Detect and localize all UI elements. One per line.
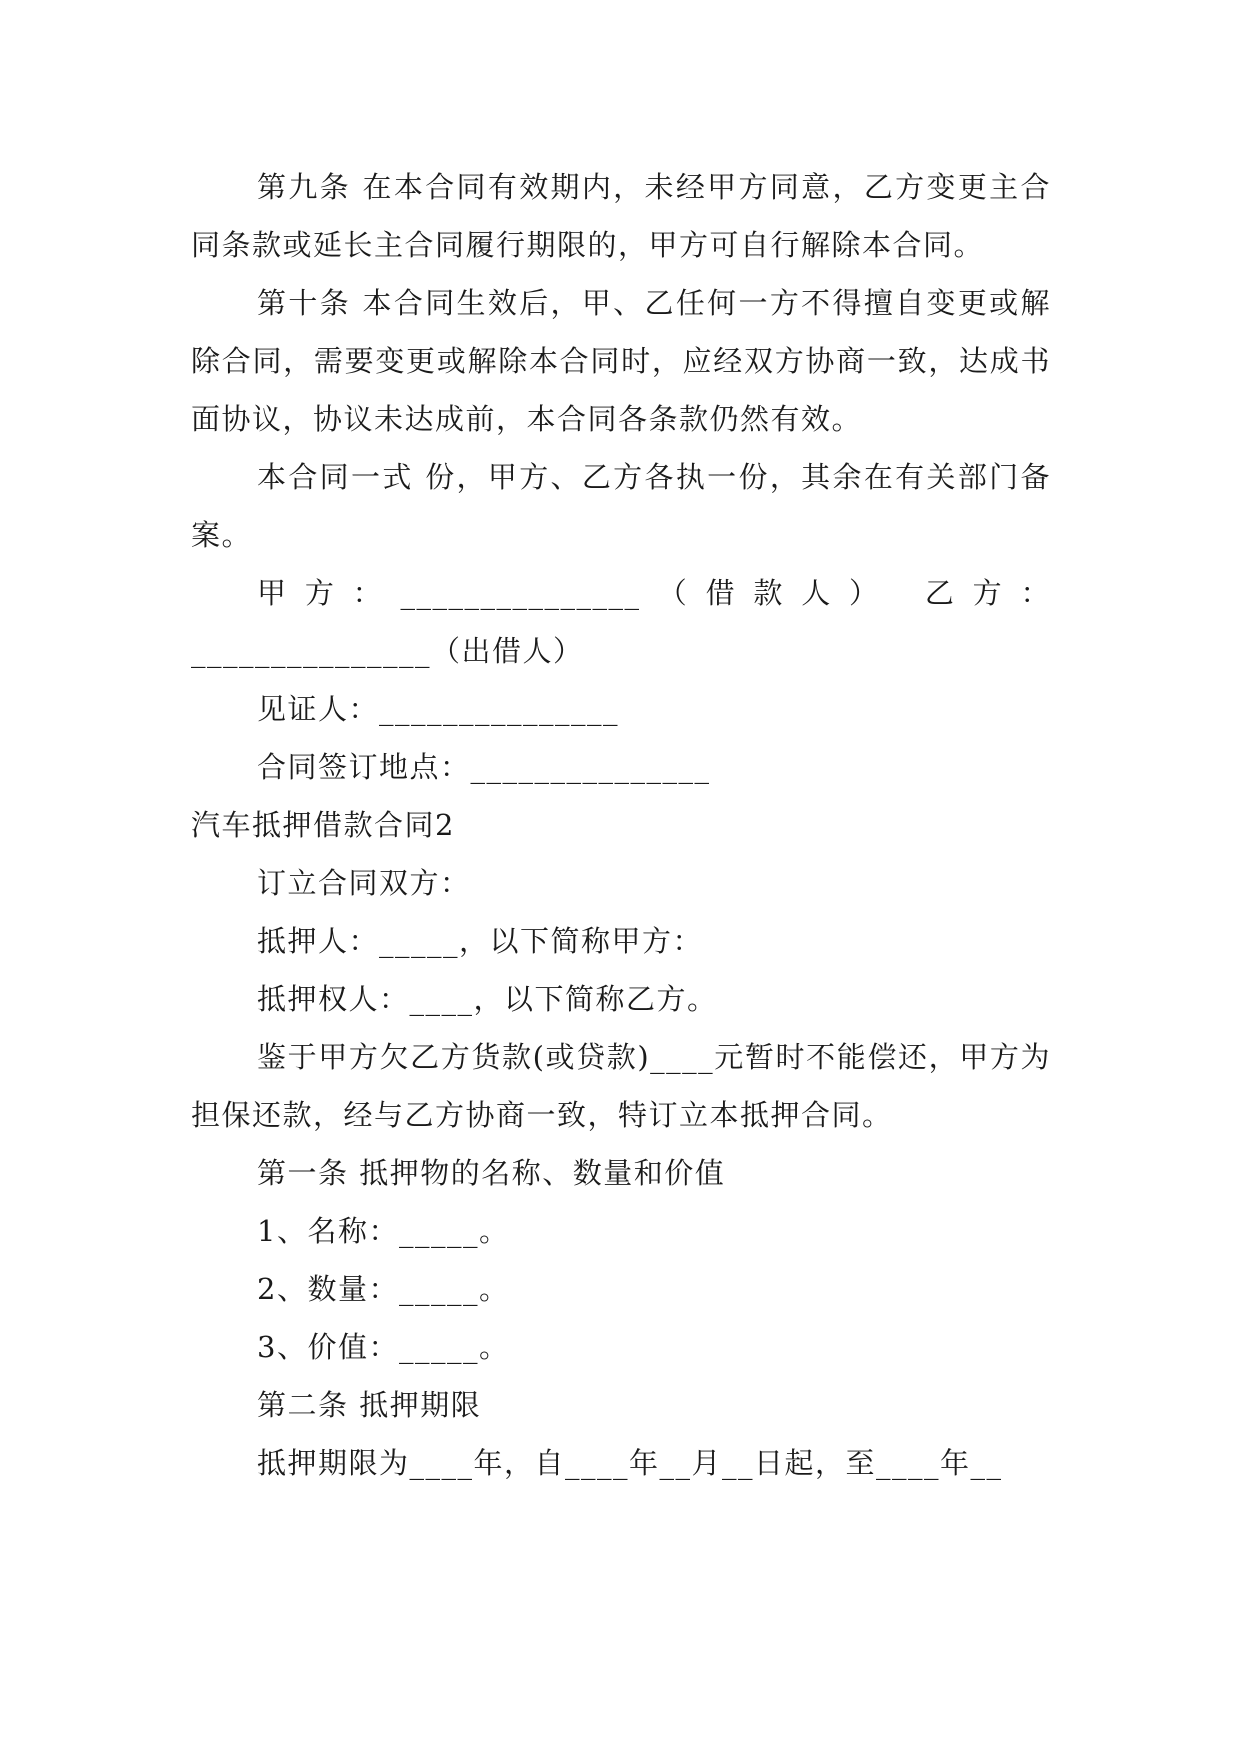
contracting-parties-heading: 订立合同双方： [257,866,471,900]
mortgagor-line: 抵押人：_____，以下简称甲方： [257,924,704,958]
recital-paragraph: 鉴于甲方欠乙方货款(或贷款)____元暂时不能偿还，甲方为担保还款，经与乙方协商一致，特订立本抵押合同。 [191,1040,1051,1132]
signing-place-line: 合同签订地点：_______________ [257,750,711,784]
article-10-paragraph: 第十条 本合同生效后，甲、乙任何一方不得擅自变更或解除合同，需要变更或解除本合同时，应经双方协商一致，达成书面协议，协议未达成前，本合同各条款仍然有效。 [191,286,1051,436]
mortgagee-line: 抵押权人：____，以下简称乙方。 [257,982,718,1016]
item-quantity-line: 2、数量：_____。 [257,1272,510,1306]
item-name-line: 1、名称：_____。 [257,1214,510,1248]
contract-2-title: 汽车抵押借款合同2 [191,808,455,842]
article-1-heading: 第一条 抵押物的名称、数量和价值 [257,1156,726,1190]
article-2-heading: 第二条 抵押期限 [257,1388,482,1422]
article-9-paragraph: 第九条 在本合同有效期内，未经甲方同意，乙方变更主合同条款或延长主合同履行期限的，甲方可自行解除本合同。 [191,170,1051,262]
item-value-line: 3、价值：_____。 [257,1330,510,1364]
witness-line: 见证人：_______________ [257,692,620,726]
mortgage-term-line: 抵押期限为____年，自____年__月__日起，至____年__ [257,1446,1003,1480]
parties-signature-line: 甲方：_______________（借款人） 乙方：_______________（出借人） [191,576,1052,668]
copies-paragraph: 本合同一式 份，甲方、乙方各执一份，其余在有关部门备案。 [191,460,1051,552]
document-body [191,158,1051,1492]
